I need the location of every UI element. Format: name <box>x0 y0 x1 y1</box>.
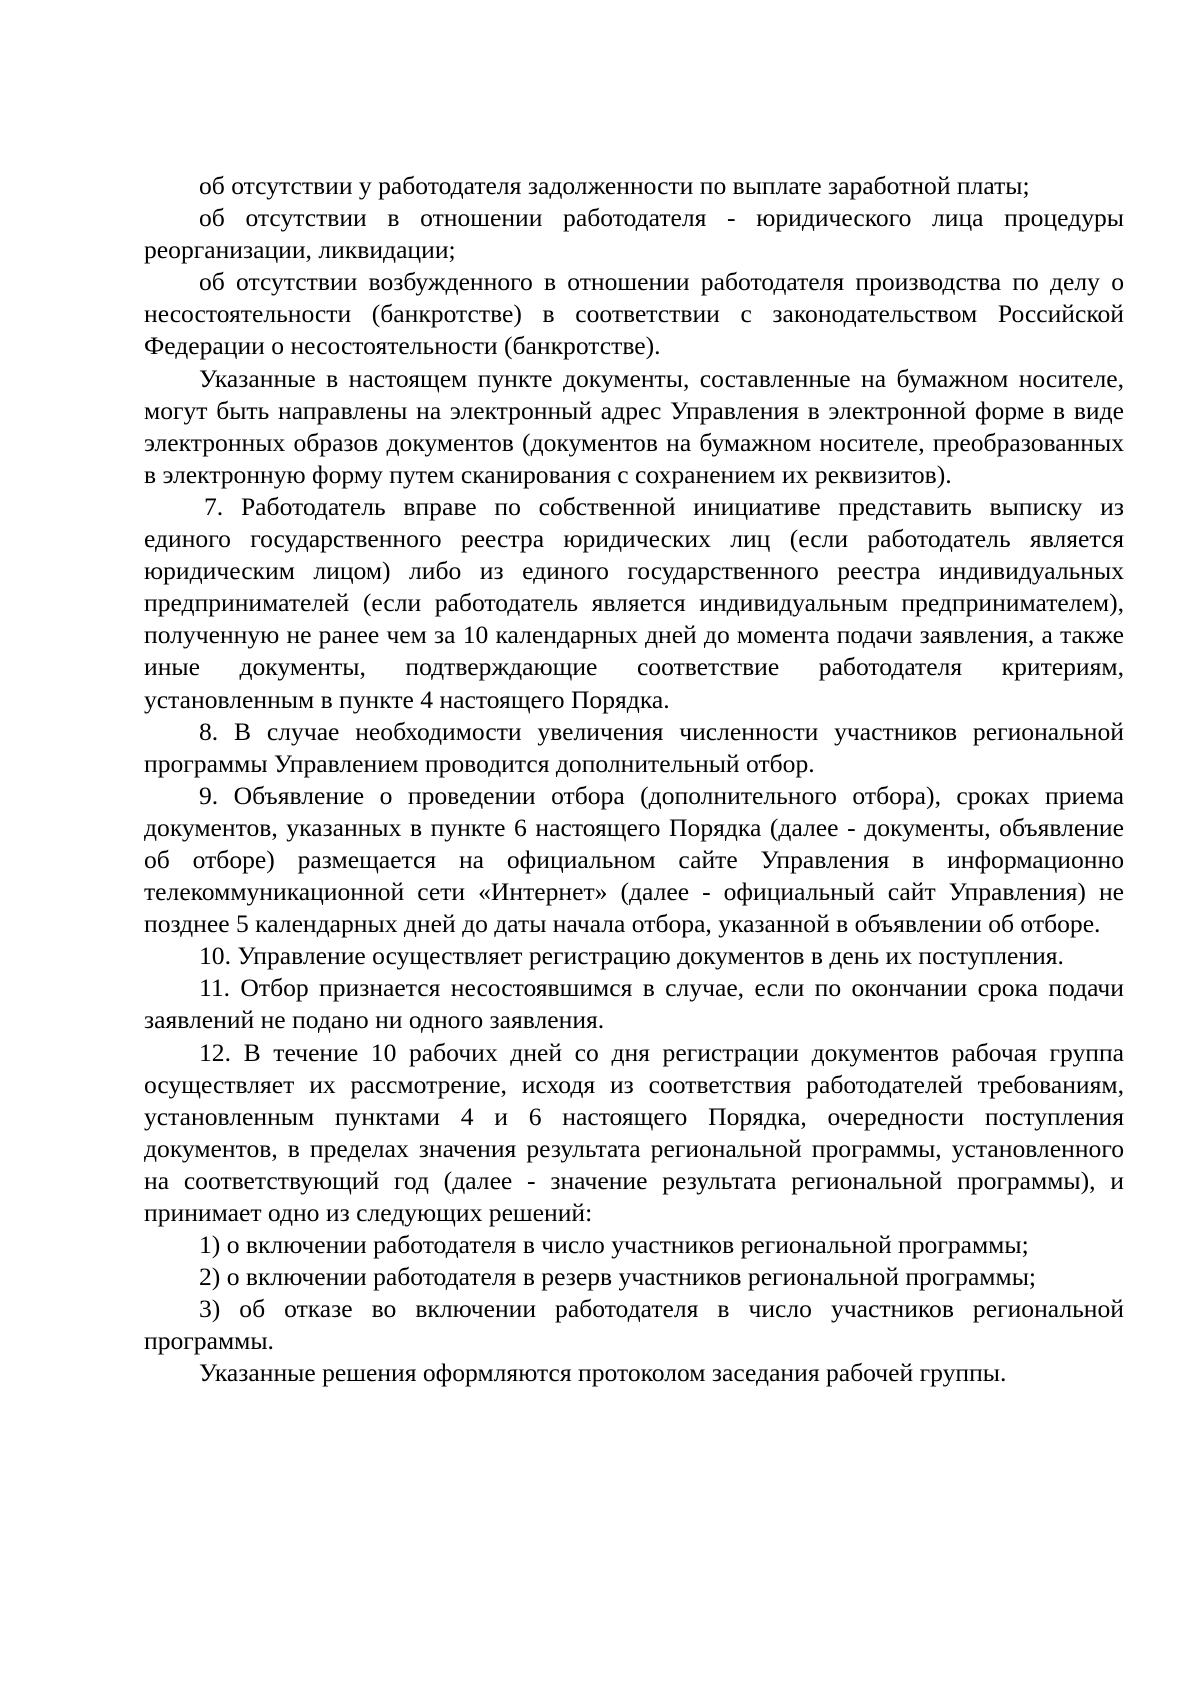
paragraph-decision-1: 1) о включении работодателя в число участников региональной программы; <box>199 1230 1029 1260</box>
paragraph-item-7: 7. Работодатель вправе по собственной инициативе представить выписку из единого государственного реестра юридических лиц (если работодатель является юридическим лицом) либо из единого государственного реестра индивидуальных предпринимателей (если работодатель является индивидуальным предпринимателем), полученную не ранее чем за 10 календарных дней до момента подачи заявления, а также иные документы, подтверждающие соответствие работодателя критериям, установленным в пункте 4 настоящего Порядка. <box>144 491 1124 714</box>
paragraph-decision-2: 2) о включении работодателя в резерв участников региональной программы; <box>199 1262 1037 1292</box>
paragraph-decision-3: 3) об отказе во включении работодателя в число участников региональной программы. <box>144 1294 1124 1356</box>
paragraph-item-11: 11. Отбор признается несостоявшимся в случае, если по окончании срока подачи заявлений не подано ни одного заявления. <box>144 973 1124 1035</box>
paragraph-item-12: 12. В течение 10 рабочих дней со дня регистрации документов рабочая группа осуществляет их рассмотрение, исходя из соответствия работодателей требованиям, установленным пунктами 4 и 6 настоящего Порядка, очередности поступления документов, в пределах значения результата региональной программы, установленного на соответствующий год (далее - значение результата региональной программы), и принимает одно из следующих решений: <box>144 1037 1124 1227</box>
paragraph-electronic-documents: Указанные в настоящем пункте документы, составленные на бумажном носителе, могут быть направлены на электронный адрес Управления в электронной форме в виде электронных образов документов (документов на бумажном носителе, преобразованных в электронную форму путем сканирования с сохранением их реквизитов). <box>144 363 1124 489</box>
paragraph-item-9: 9. Объявление о проведении отбора (дополнительного отбора), сроках приема документов, указанных в пункте 6 настоящего Порядка (далее - документы, объявление об отборе) размещается на официальном сайте Управления в информационно телекоммуникационной сети «Интернет» (далее - официальный сайт Управления) не позднее 5 календарных дней до даты начала отбора, указанной в объявлении об отборе. <box>144 780 1124 939</box>
paragraph-no-wage-debt: об отсутствии у работодателя задолженности по выплате заработной платы; <box>199 171 1030 200</box>
paragraph-no-bankruptcy: об отсутствии возбужденного в отношении работодателя производства по делу о несостоятельности (банкротстве) в соответствии с законодательством Российской Федерации о несостоятельности (банкротстве). <box>144 267 1124 361</box>
document-page <box>144 170 1124 1390</box>
paragraph-item-8: 8. В случае необходимости увеличения численности участников региональной программы Управлением проводится дополнительный отбор. <box>144 716 1124 778</box>
paragraph-item-10: 10. Управление осуществляет регистрацию документов в день их поступления. <box>199 941 1064 971</box>
paragraph-decisions-protocol: Указанные решения оформляются протоколом заседания рабочей группы. <box>199 1358 1007 1388</box>
paragraph-no-reorganization: об отсутствии в отношении работодателя - юридического лица процедуры реорганизации, ликвидации; <box>144 203 1124 265</box>
